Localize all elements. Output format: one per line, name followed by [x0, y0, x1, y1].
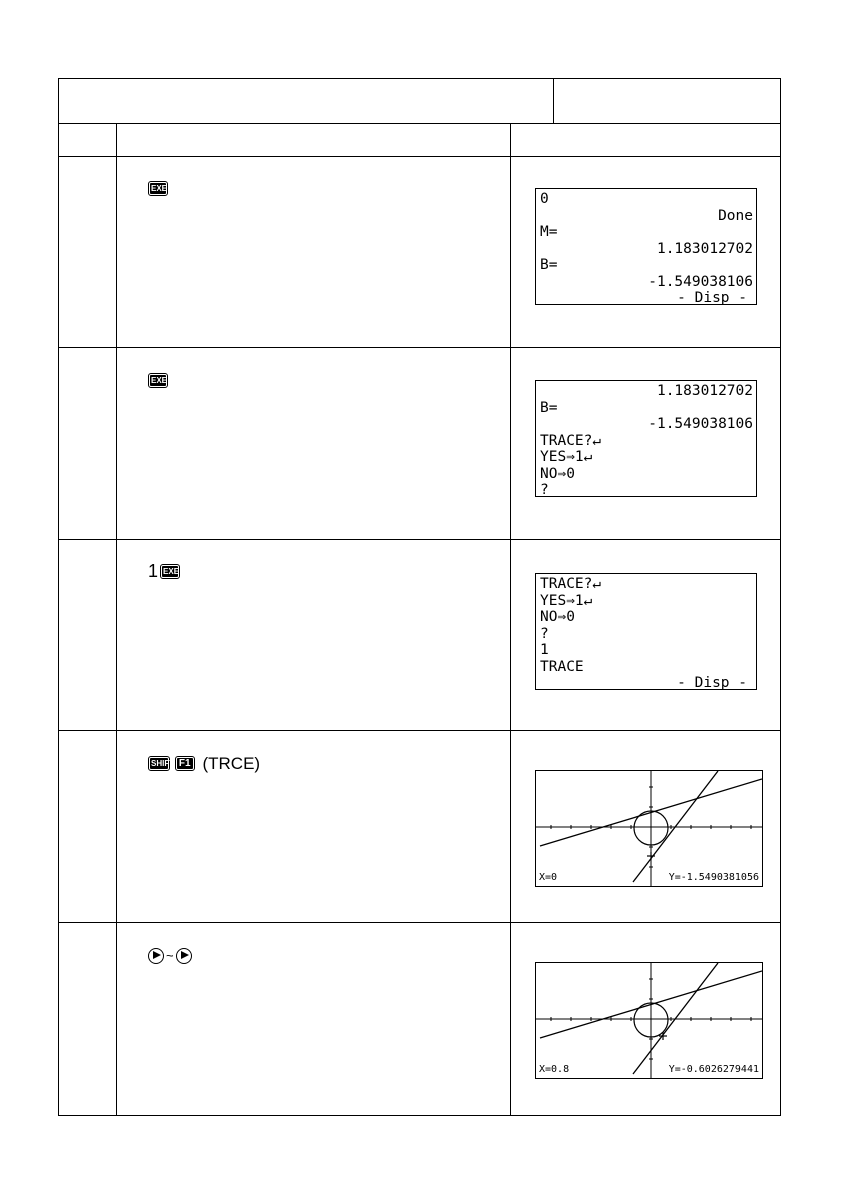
row-line: [58, 730, 781, 731]
exe-key-icon: [148, 181, 168, 196]
exe-key-label: EXE: [151, 375, 168, 385]
header-divider: [553, 78, 554, 124]
lcd-line: Done: [718, 207, 753, 224]
lcd-line: NO⇒0: [540, 609, 575, 625]
trace-graph-svg: [536, 771, 762, 886]
shift-key-icon: [148, 756, 175, 771]
coordinate-readout: [539, 871, 759, 885]
lcd-line: -1.549038106: [648, 273, 753, 290]
lcd-line: 0: [540, 191, 549, 207]
row-line: [58, 539, 781, 540]
step-3-operation: [148, 561, 180, 582]
shift-key-label: SHIFT: [151, 758, 175, 768]
lcd-line: -1.549038106: [648, 416, 753, 432]
exe-key-icon: [148, 373, 168, 388]
x-coordinate: X=0.8: [539, 1064, 570, 1075]
f1-key-icon: [175, 756, 195, 771]
f1-key-label: F1: [177, 758, 193, 769]
lcd-line: 1.183012702: [656, 383, 753, 399]
lcd-disp-indicator: - Disp -: [677, 290, 747, 305]
exe-key-label: EXE: [163, 566, 180, 576]
y-coordinate: Y=-0.6026279441: [668, 1064, 759, 1075]
column-line: [116, 123, 117, 1116]
row-line: [58, 156, 781, 157]
x-coordinate: X=0: [539, 872, 558, 883]
lcd-line: TRACE?↵: [540, 432, 602, 449]
lcd-line: B=: [540, 399, 558, 416]
row-line: [58, 922, 781, 923]
lcd-line: B=: [540, 257, 558, 273]
trace-cursor: [647, 852, 655, 860]
lcd-line: NO⇒0: [540, 465, 575, 482]
step-5-operation: [148, 945, 192, 965]
lcd-line: ?: [540, 625, 549, 642]
trce-label: (TRCE): [202, 753, 261, 773]
step-4-graph-screen: [535, 770, 763, 887]
row-line: [58, 123, 781, 124]
y-coordinate: Y=-1.5490381056: [668, 872, 759, 883]
coordinate-readout: [539, 1063, 759, 1077]
step-4-operation: [148, 753, 260, 774]
step-2-lcd-screen: [535, 380, 757, 497]
column-line: [510, 123, 511, 1116]
step-2-operation: [148, 370, 168, 390]
right-arrow-key-icon: [176, 948, 192, 964]
range-tilde: ~: [166, 948, 174, 964]
lcd-line: YES⇒1↵: [540, 449, 593, 465]
digit-key: 1: [148, 561, 159, 582]
exe-key-icon: [160, 564, 180, 579]
step-5-graph-screen: [535, 962, 763, 1079]
lcd-disp-indicator: - Disp -: [677, 675, 747, 690]
lcd-line: YES⇒1↵: [540, 592, 593, 609]
step-1-lcd-screen: [535, 188, 757, 305]
right-arrow-key-icon: [148, 948, 164, 964]
lcd-line: TRACE?↵: [540, 576, 602, 592]
row-line: [58, 347, 781, 348]
lcd-line: 1.183012702: [656, 240, 753, 257]
lcd-line: 1: [540, 642, 549, 658]
trace-graph-svg: [536, 963, 762, 1078]
lcd-line: TRACE: [540, 658, 584, 675]
exe-key-label: EXE: [151, 183, 168, 193]
step-3-lcd-screen: [535, 573, 757, 690]
step-1-operation: [148, 178, 168, 198]
lcd-line: ?: [540, 482, 549, 497]
lcd-line: M=: [540, 224, 558, 240]
